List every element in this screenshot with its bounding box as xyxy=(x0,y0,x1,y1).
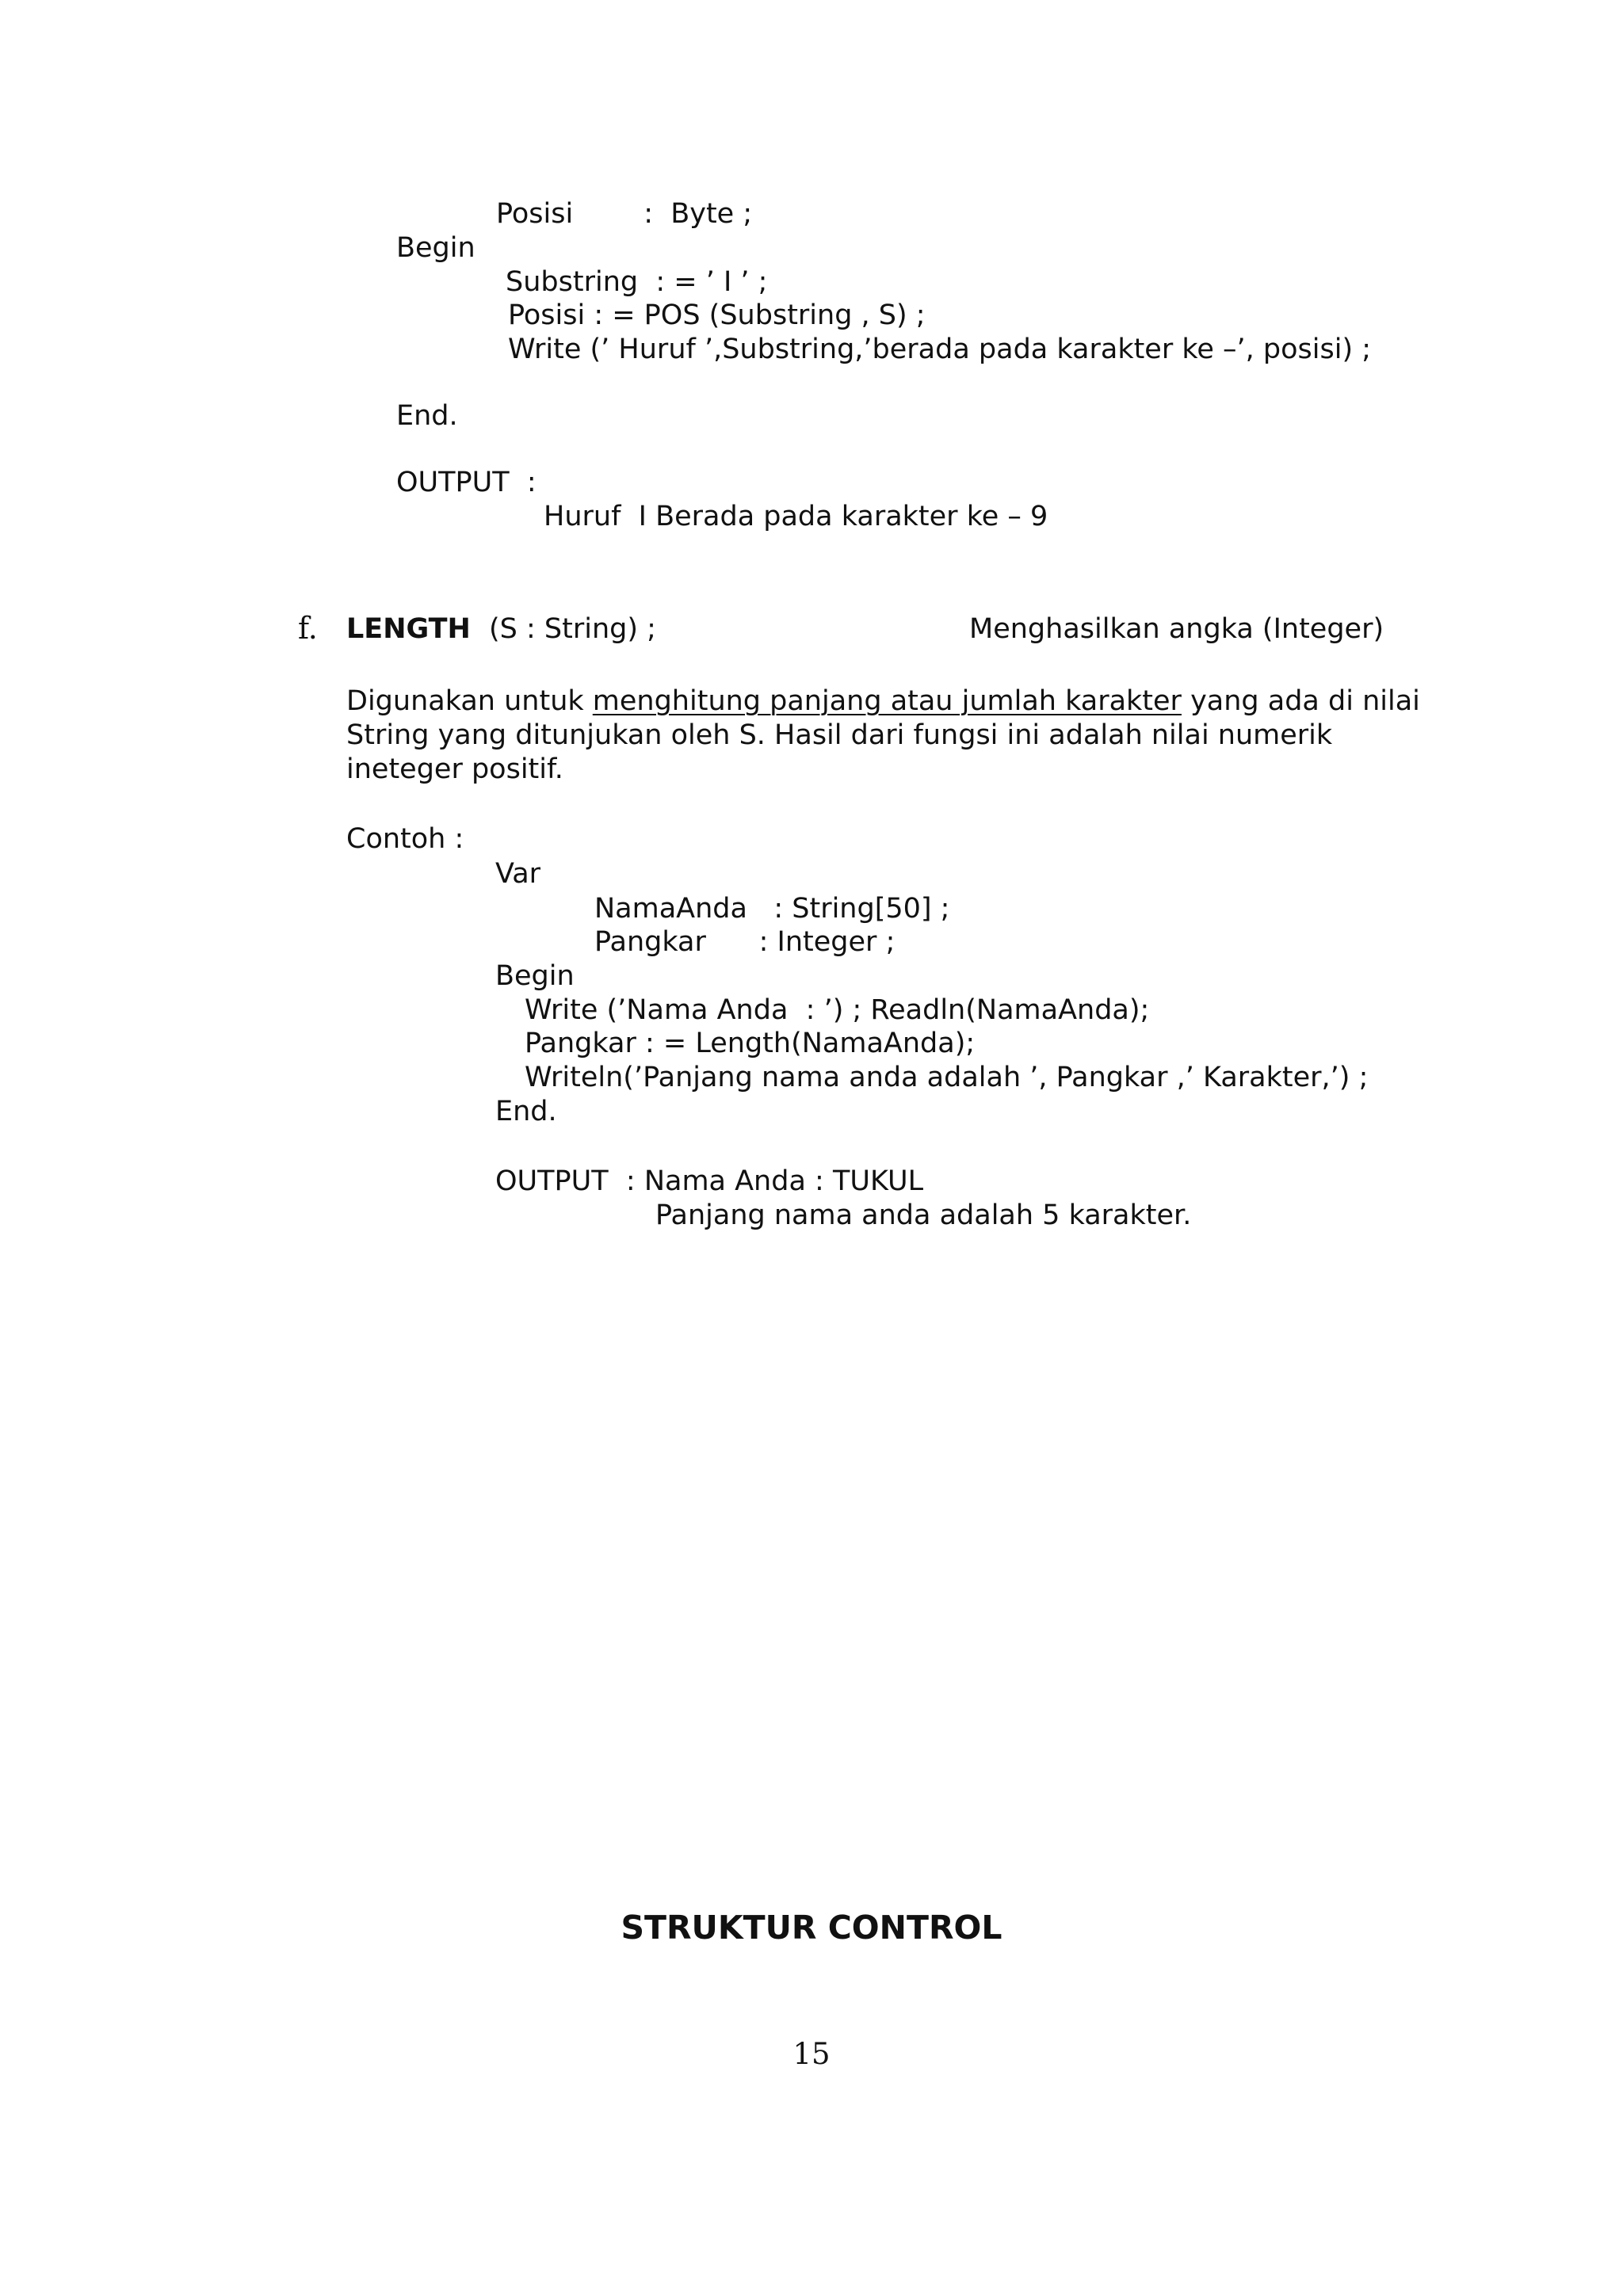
code-end: End. xyxy=(495,1096,557,1127)
code-statement-write: Write (’Nama Anda : ’) ; Readln(NamaAnda); xyxy=(525,994,1150,1026)
code-var: Var xyxy=(495,858,541,890)
function-return-description: Menghasilkan angka (Integer) xyxy=(969,613,1384,645)
code-statement-writeln: Writeln(’Panjang nama anda adalah ’, Pangkar ,’ Karakter,’) ; xyxy=(525,1062,1369,1093)
code-begin: Begin xyxy=(495,960,575,992)
output-value: Huruf I Berada pada karakter ke – 9 xyxy=(544,501,1048,532)
output-line-2: Panjang nama anda adalah 5 karakter. xyxy=(655,1199,1192,1231)
description-line-1 xyxy=(346,685,1420,718)
description-line-3: ineteger positif. xyxy=(346,753,563,785)
output-label: OUTPUT : xyxy=(396,467,537,498)
code-declaration-namaanda: NamaAnda : String[50] ; xyxy=(594,893,950,925)
example-label: Contoh : xyxy=(346,823,464,855)
description-text: yang ada di nilai xyxy=(1181,685,1420,717)
function-name: LENGTH xyxy=(346,613,471,645)
code-statement-length: Pangkar : = Length(NamaAnda); xyxy=(525,1028,976,1059)
code-end: End. xyxy=(396,400,458,432)
code-posisi-declaration: Posisi : Byte ; xyxy=(496,198,753,230)
output-line-1: OUTPUT : Nama Anda : TUKUL xyxy=(495,1165,924,1197)
code-posisi-assignment: Posisi : = POS (Substring , S) ; xyxy=(508,299,926,331)
section-marker: f. xyxy=(298,611,318,646)
code-substring-assignment: Substring : = ’ I ’ ; xyxy=(506,266,768,298)
code-begin: Begin xyxy=(396,232,475,264)
page-number: 15 xyxy=(792,2037,831,2071)
description-text: Digunakan untuk xyxy=(346,685,593,717)
description-line-2: String yang ditunjukan oleh S. Hasil dari fungsi ini adalah nilai numerik xyxy=(346,719,1333,751)
description-underlined-phrase: menghitung panjang atau jumlah karakter xyxy=(592,685,1182,717)
section-heading: STRUKTUR CONTROL xyxy=(621,1909,1002,1947)
code-declaration-pangkar: Pangkar : Integer ; xyxy=(594,926,896,958)
code-write-statement: Write (’ Huruf ’,Substring,’berada pada karakter ke –’, posisi) ; xyxy=(508,334,1372,365)
function-signature: (S : String) ; xyxy=(489,613,656,645)
